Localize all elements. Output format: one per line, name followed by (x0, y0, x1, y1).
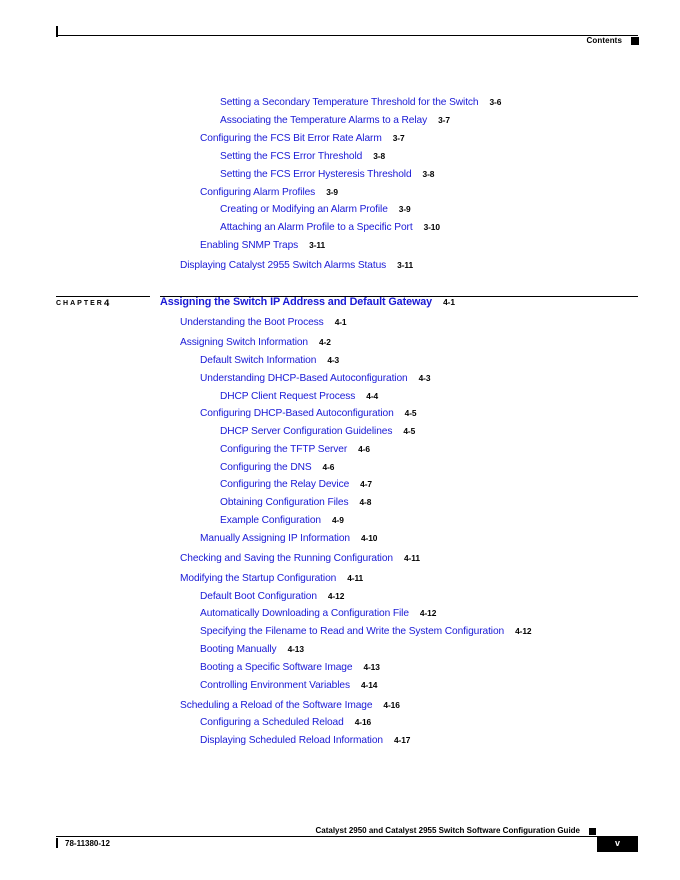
toc-entry[interactable] (220, 204, 411, 215)
toc-entry[interactable] (220, 515, 344, 526)
toc-entry-page: 4-3 (418, 373, 431, 383)
toc-entry-page: 4-11 (347, 573, 364, 583)
toc-entry-title: Booting a Specific Software Image (200, 662, 353, 673)
toc-entry[interactable] (200, 533, 377, 544)
toc-entry-page: 4-11 (403, 553, 420, 563)
toc-entry[interactable] (200, 680, 377, 691)
toc-entry-title: Modifying the Startup Configuration (180, 573, 337, 584)
toc-entry-page: 4-3 (327, 355, 340, 365)
toc-entry[interactable] (200, 355, 339, 366)
toc-entry-title: Controlling Environment Variables (200, 680, 350, 691)
toc-entry-page: 3-10 (423, 222, 440, 232)
toc-entry-page: 4-12 (327, 591, 345, 601)
toc-entry-page: 3-6 (489, 97, 502, 107)
toc-entry-title: Enabling SNMP Traps (200, 240, 299, 251)
chapter-label: CHAPTER (56, 300, 104, 307)
toc-entry-title: Configuring Alarm Profiles (200, 187, 316, 198)
toc-entry-title: Default Switch Information (200, 355, 317, 366)
toc-entry-title: Specifying the Filename to Read and Write the System Configuration (200, 626, 505, 637)
toc-entry-page: 4-4 (366, 391, 379, 401)
toc-entry[interactable] (220, 151, 385, 162)
toc-entry-title: Automatically Downloading a Configuration File (200, 608, 409, 619)
toc-entry-page: 4-13 (363, 662, 380, 672)
toc-entry[interactable] (200, 735, 410, 746)
toc-entry-page: 4-10 (360, 533, 378, 543)
toc-entry-page: 3-9 (326, 187, 338, 197)
toc-entry[interactable] (180, 260, 413, 271)
toc-entry-page: 4-12 (419, 608, 437, 618)
toc-entry[interactable] (180, 573, 363, 584)
toc-entry[interactable] (180, 700, 400, 711)
toc-entry-title: Creating or Modifying an Alarm Profile (220, 204, 388, 215)
toc-entry[interactable] (180, 337, 331, 348)
toc-entry-page: 4-16 (383, 700, 400, 710)
toc-entry-title: DHCP Client Request Process (220, 391, 356, 402)
toc-entry[interactable] (220, 497, 371, 508)
toc-entry[interactable] (200, 187, 338, 198)
toc-entry[interactable] (200, 408, 416, 419)
toc-entry-page: 3-11 (397, 260, 414, 270)
toc-entry[interactable] (180, 553, 420, 564)
toc-entry[interactable] (220, 479, 372, 490)
toc-entry-title: Configuring the DNS (220, 462, 312, 473)
toc-entry[interactable] (220, 115, 450, 126)
toc-entry-title: Attaching an Alarm Profile to a Specific Port (220, 222, 413, 233)
toc-entry-title: Displaying Catalyst 2955 Switch Alarms Status (180, 260, 387, 271)
toc-entry-page: 4-14 (360, 680, 378, 690)
toc-entry[interactable] (200, 644, 304, 655)
toc-entry[interactable] (200, 133, 405, 144)
footer-page-box (597, 837, 638, 852)
toc-entry-page: 4-5 (403, 426, 416, 436)
toc-entry-title: Understanding the Boot Process (180, 317, 324, 328)
toc-entry-title: Configuring a Scheduled Reload (200, 717, 344, 728)
toc-entry[interactable] (200, 662, 380, 673)
toc-entry-title: DHCP Server Configuration Guidelines (220, 426, 393, 437)
toc-entry-title: Associating the Temperature Alarms to a Relay (220, 115, 428, 126)
toc-entry-title: Scheduling a Reload of the Software Image (180, 700, 373, 711)
toc-entry[interactable] (220, 462, 334, 473)
toc-entry[interactable] (200, 717, 371, 728)
toc-entry-page: 4-7 (360, 479, 372, 489)
toc-entry-page: 4-2 (319, 337, 331, 347)
chapter-number: 4 (104, 298, 110, 309)
toc-entry-page: 4-9 (331, 515, 344, 525)
toc-entry[interactable] (220, 426, 415, 437)
footer-guide-title: Catalyst 2950 and Catalyst 2955 Switch Software Configuration Guide (315, 826, 580, 835)
toc-entry[interactable] (220, 391, 378, 402)
toc-entry[interactable] (220, 169, 434, 180)
toc-entry-title: Setting the FCS Error Hysteresis Threshold (220, 169, 412, 180)
toc-entry-page: 3-7 (438, 115, 450, 125)
running-header-label: Contents (586, 36, 622, 45)
toc-entry-page: 4-1 (443, 297, 455, 307)
toc-entry-page: 3-7 (392, 133, 405, 143)
toc-entry-page: 4-13 (287, 644, 304, 654)
toc-chapter-title: Assigning the Switch IP Address and Default Gateway (160, 296, 433, 308)
toc-entry-title: Example Configuration (220, 515, 321, 526)
toc-entry-title: Configuring the TFTP Server (220, 444, 348, 455)
toc-entry-title: Configuring DHCP-Based Autoconfiguration (200, 408, 394, 419)
toc-entry[interactable] (200, 240, 325, 251)
toc-entry-title: Default Boot Configuration (200, 591, 317, 602)
footer-rule (56, 836, 638, 837)
toc-entry[interactable] (220, 444, 370, 455)
toc-entry-title: Configuring the FCS Bit Error Rate Alarm (200, 133, 382, 144)
toc-entry-page: 4-6 (322, 462, 335, 472)
toc-entry-page: 3-11 (309, 240, 326, 250)
toc-entry[interactable] (200, 591, 344, 602)
toc-entry-page: 4-17 (393, 735, 411, 745)
toc-entry-title: Setting the FCS Error Threshold (220, 151, 363, 162)
toc-entry-page: 3-9 (398, 204, 411, 214)
toc-entry[interactable] (200, 626, 531, 637)
toc-entry-title: Configuring the Relay Device (220, 479, 350, 490)
footer-square-marker (589, 828, 596, 835)
footer-page-number: v (614, 838, 620, 848)
toc-entry-title: Obtaining Configuration Files (220, 497, 349, 508)
toc-entry-title: Booting Manually (200, 644, 277, 655)
toc-entry-page: 4-5 (404, 408, 417, 418)
toc-entry[interactable] (220, 97, 501, 108)
toc-entry[interactable] (180, 317, 347, 328)
toc-entry-page: 4-12 (515, 626, 532, 636)
toc-entry[interactable] (220, 222, 440, 233)
header-square-marker (631, 37, 639, 45)
toc-entry-title: Manually Assigning IP Information (200, 533, 350, 544)
toc-entry-page: 4-16 (354, 717, 372, 727)
footer-doc-number: 78-11380-12 (65, 839, 110, 848)
toc-entry[interactable] (200, 373, 430, 384)
header-rule (56, 35, 638, 36)
toc-entry-title: Assigning Switch Information (180, 337, 309, 348)
chapter-rule-left (56, 296, 150, 297)
toc-entry-title: Setting a Secondary Temperature Threshold for the Switch (220, 97, 479, 108)
toc-entry-page: 3-8 (422, 169, 435, 179)
footer-rule-tick (56, 838, 58, 848)
toc-entry-title: Checking and Saving the Running Configuration (180, 553, 393, 564)
toc-entry-page: 4-8 (359, 497, 372, 507)
toc-entry-page: 4-1 (334, 317, 347, 327)
toc-entry-page: 4-6 (358, 444, 370, 454)
toc-entry-title: Understanding DHCP-Based Autoconfiguration (200, 373, 408, 384)
toc-entry-title: Displaying Scheduled Reload Information (200, 735, 383, 746)
toc-entry[interactable] (200, 608, 436, 619)
toc-entry-page: 3-8 (373, 151, 386, 161)
toc-chapter-entry[interactable] (160, 296, 455, 308)
